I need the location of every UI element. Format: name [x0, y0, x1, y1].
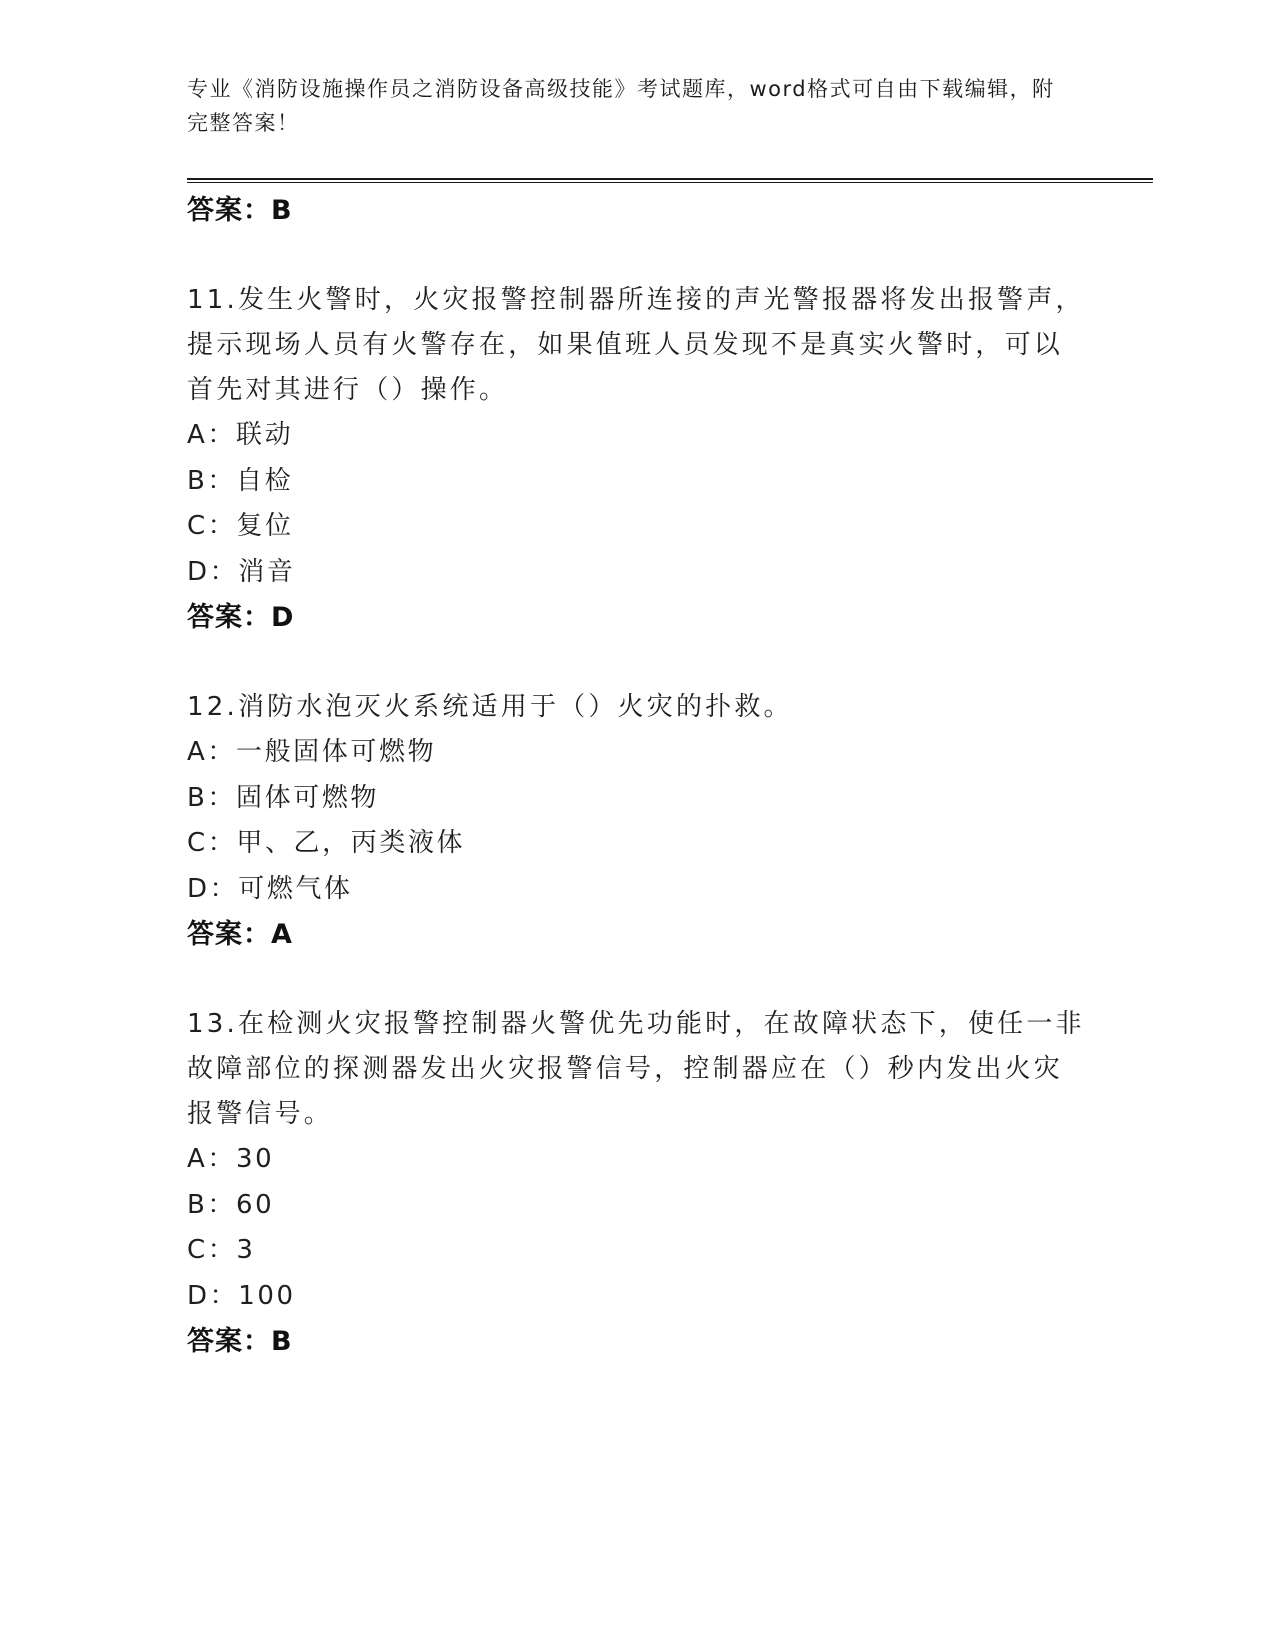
option-d: D：100 [187, 1280, 296, 1311]
option-c: C：3 [187, 1235, 256, 1265]
document-body [187, 188, 1087, 1365]
question-text: 11.发生火警时，火灾报警控制器所连接的声光警报器将发出报警声，提示现场人员有火警存在，如果值班人员发现不是真实火警时，可以首先对其进行（）操作。 [187, 285, 1085, 405]
option-a: A：联动 [187, 420, 294, 450]
option-b: B：自检 [187, 465, 294, 496]
option-c: C：甲、乙，丙类液体 [187, 828, 466, 858]
option-c: C：复位 [187, 511, 294, 541]
option-b: B：60 [187, 1189, 275, 1220]
question-12 [187, 685, 1087, 958]
option-d: D：可燃气体 [187, 873, 353, 904]
question-text: 12.消防水泡灭火系统适用于（）火灾的扑救。 [187, 692, 793, 722]
answer: 答案：D [187, 602, 295, 633]
option-a: A：30 [187, 1144, 275, 1174]
page-header: 专业《消防设施操作员之消防设备高级技能》考试题库，word格式可自由下载编辑，附完整答案！ [187, 77, 1055, 135]
answer: 答案：A [187, 919, 293, 950]
question-13 [187, 1002, 1087, 1365]
header-divider [187, 178, 1153, 183]
option-d: D：消音 [187, 556, 296, 587]
answer: 答案：B [187, 1326, 293, 1357]
question-text: 13.在检测火灾报警控制器火警优先功能时，在故障状态下，使任一非故障部位的探测器发出火灾报警信号，控制器应在（）秒内发出火灾报警信号。 [187, 1009, 1085, 1129]
previous-answer: 答案：B [187, 195, 293, 226]
question-11 [187, 278, 1087, 641]
option-a: A：一般固体可燃物 [187, 737, 437, 767]
option-b: B：固体可燃物 [187, 782, 380, 813]
